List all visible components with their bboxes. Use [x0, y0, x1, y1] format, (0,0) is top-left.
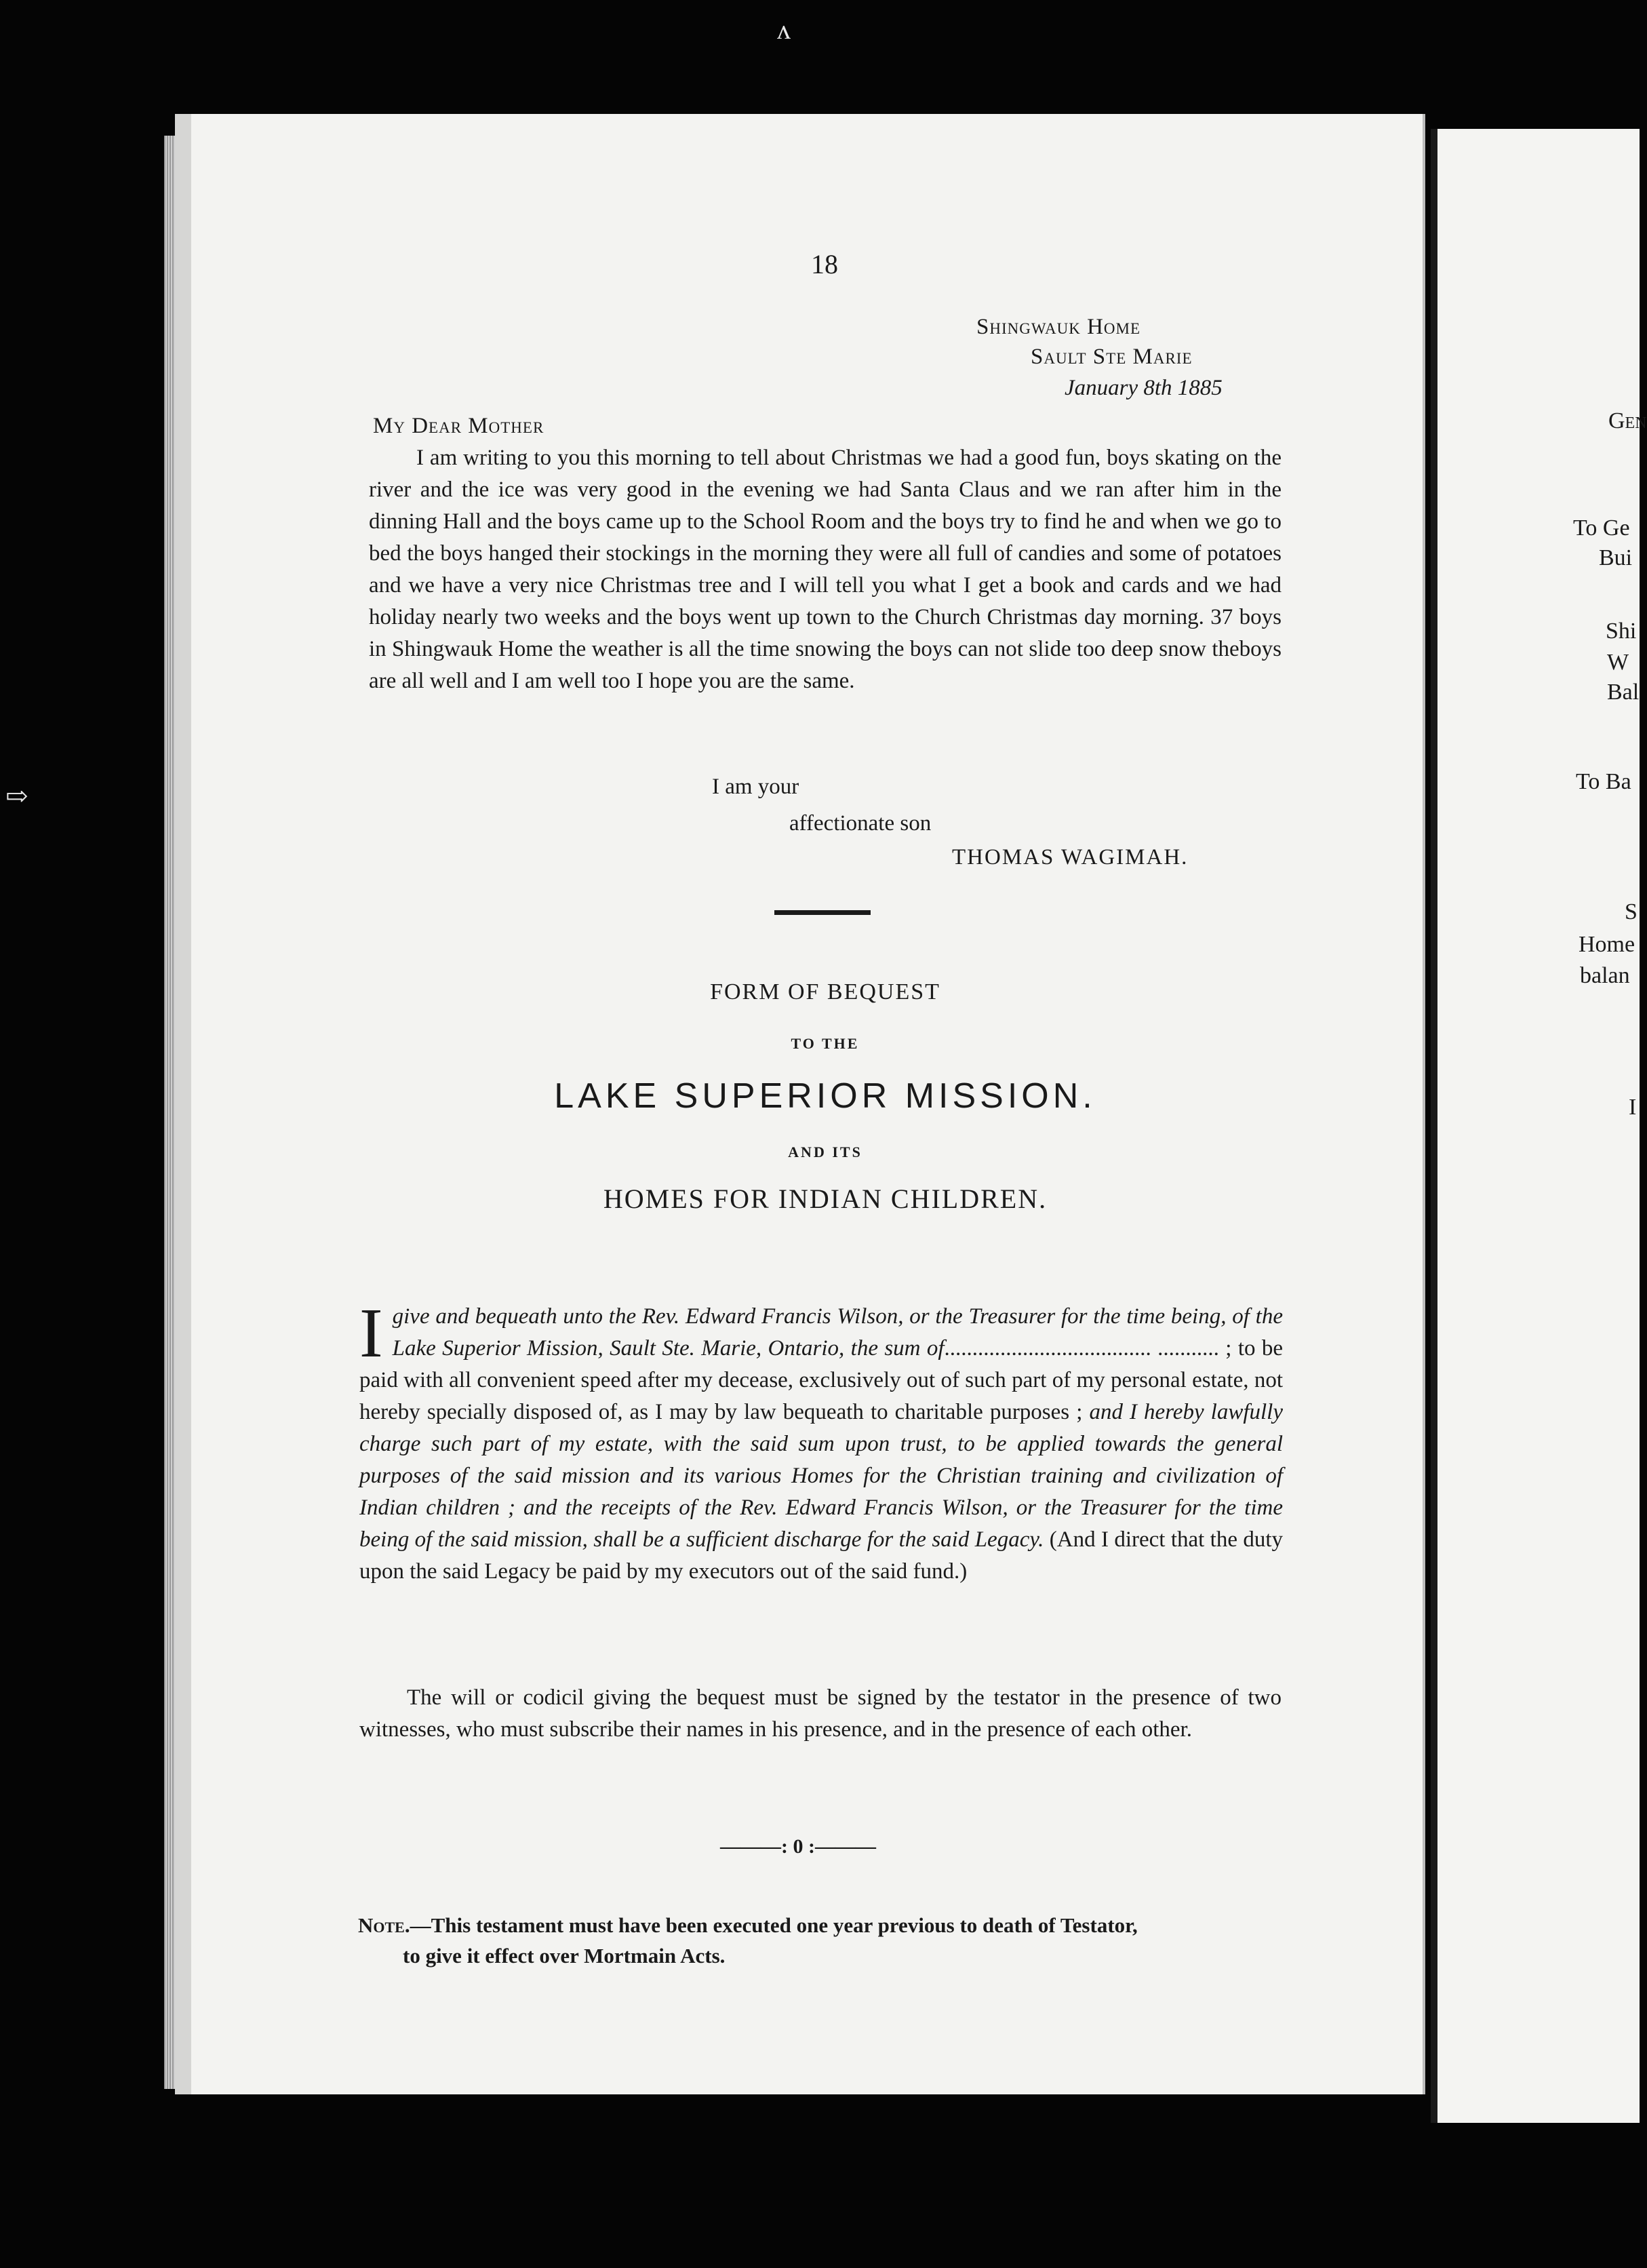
letter-signature: THOMAS WAGIMAH.: [952, 845, 1189, 869]
page-number: 18: [811, 249, 838, 279]
facing-page-fragment: S: [1625, 899, 1638, 924]
page-edge: [164, 136, 175, 2089]
facing-page-fragment: Bui: [1599, 545, 1633, 570]
section-divider: [774, 910, 871, 915]
note-line-2: to give it effect over Mortmain Acts.: [403, 1944, 726, 1968]
facing-page-fragment: To Ba: [1576, 769, 1631, 794]
mission-title: LAKE SUPERIOR MISSION.: [554, 1076, 1096, 1116]
drop-cap: I: [359, 1294, 383, 1372]
facing-page-fragment: Bal: [1607, 680, 1640, 705]
letter-date: January 8th 1885: [1065, 376, 1223, 400]
note-paragraph: [358, 1910, 1287, 1971]
facing-page-fragment: W: [1607, 650, 1629, 675]
bequest-text-roman-2: (And I direct that the duty upon the said Legacy be paid by my executors out of the said fund.): [359, 1527, 1284, 1584]
form-of-bequest-heading: FORM OF BEQUEST: [710, 979, 940, 1004]
bequest-paragraph: [359, 1294, 1284, 1588]
facing-page-fragment: Gen: [1608, 408, 1647, 433]
and-its-subheading: AND ITS: [788, 1143, 862, 1160]
bequest-dots: ..................................... ...........: [944, 1336, 1219, 1361]
address-line-2: Sault Ste Marie: [1031, 345, 1193, 369]
facing-page-fragment: I: [1629, 1095, 1637, 1120]
facing-page-fragment: balan: [1580, 963, 1630, 988]
bequest-text-roman-1: ; to be paid with all convenient speed after my decease, exclusively out of such part of my personal estate, not hereby specially disposed of, as I may by law bequeath to charitable purposes ;: [359, 1336, 1284, 1424]
letter-closing-2: affectionate son: [789, 811, 932, 836]
scan-artifact: ⇨: [5, 781, 28, 811]
letter-body: I am writing to you this morning to tell about Christmas we had a good fun, boys skating on the river and the ice was very good in the evening we had Santa Claus and we ran after him in the dinning Hall and the boys came up to the School Room and the boys try to find he and when we go to bed the boys hanged their stockings in the morning they were all full of candies and some of potatoes and we have a very nice Christmas tree and I will tell you what I get a book and cards and we had holiday nearly two weeks and the boys went up town to the Church Christmas day morning. 37 boys in Shingwauk Home the weather is all the time snowing the boys can not slide too deep snow theboys are all well and I am well too I hope you are the same.: [369, 446, 1282, 693]
facing-page-fragment: Shi: [1606, 619, 1637, 644]
bequest-text-italic-2: and I hereby lawfully charge such part of my estate, with the said sum upon trust, to be applied towards the general purposes of the said mission and its various Homes for the Christian training and civilization of Indian children ; and the receipts of the Rev. Edward Francis Wilson, or the Treasurer for the time being of the said mission, shall be a sufficient discharge for the said Legacy.: [359, 1400, 1283, 1552]
letter-closing: I am your: [712, 775, 799, 799]
address-line-1: Shingwauk Home: [976, 315, 1141, 339]
note-line-1: —This testament must have been executed one year previous to death of Testator,: [410, 1913, 1138, 1937]
facing-page-fragment: To Ge: [1573, 515, 1630, 541]
scan-artifact: ᴧ: [777, 14, 791, 45]
bequest-text-italic-1: give and bequeath unto the Rev. Edward Francis Wilson, or the Treasurer for the time being, of the Lake Superior Mission, Sault Ste. Marie, Ontario, the sum of: [392, 1304, 1283, 1361]
note-label: Note.: [358, 1913, 410, 1937]
letter-salutation: My Dear Mother: [373, 414, 544, 438]
to-the-subheading: TO THE: [791, 1035, 860, 1052]
witness-paragraph: The will or codicil giving the bequest must be signed by the testator in the presence of two witnesses, who must subscribe their names in his presence, and in the presence of each other.: [359, 1685, 1282, 1742]
facing-page-fragment: Home: [1579, 932, 1635, 957]
ornamental-separator: ———: 0 :———: [720, 1835, 876, 1858]
facing-page: [1431, 129, 1647, 2123]
homes-title: HOMES FOR INDIAN CHILDREN.: [603, 1184, 1048, 1214]
